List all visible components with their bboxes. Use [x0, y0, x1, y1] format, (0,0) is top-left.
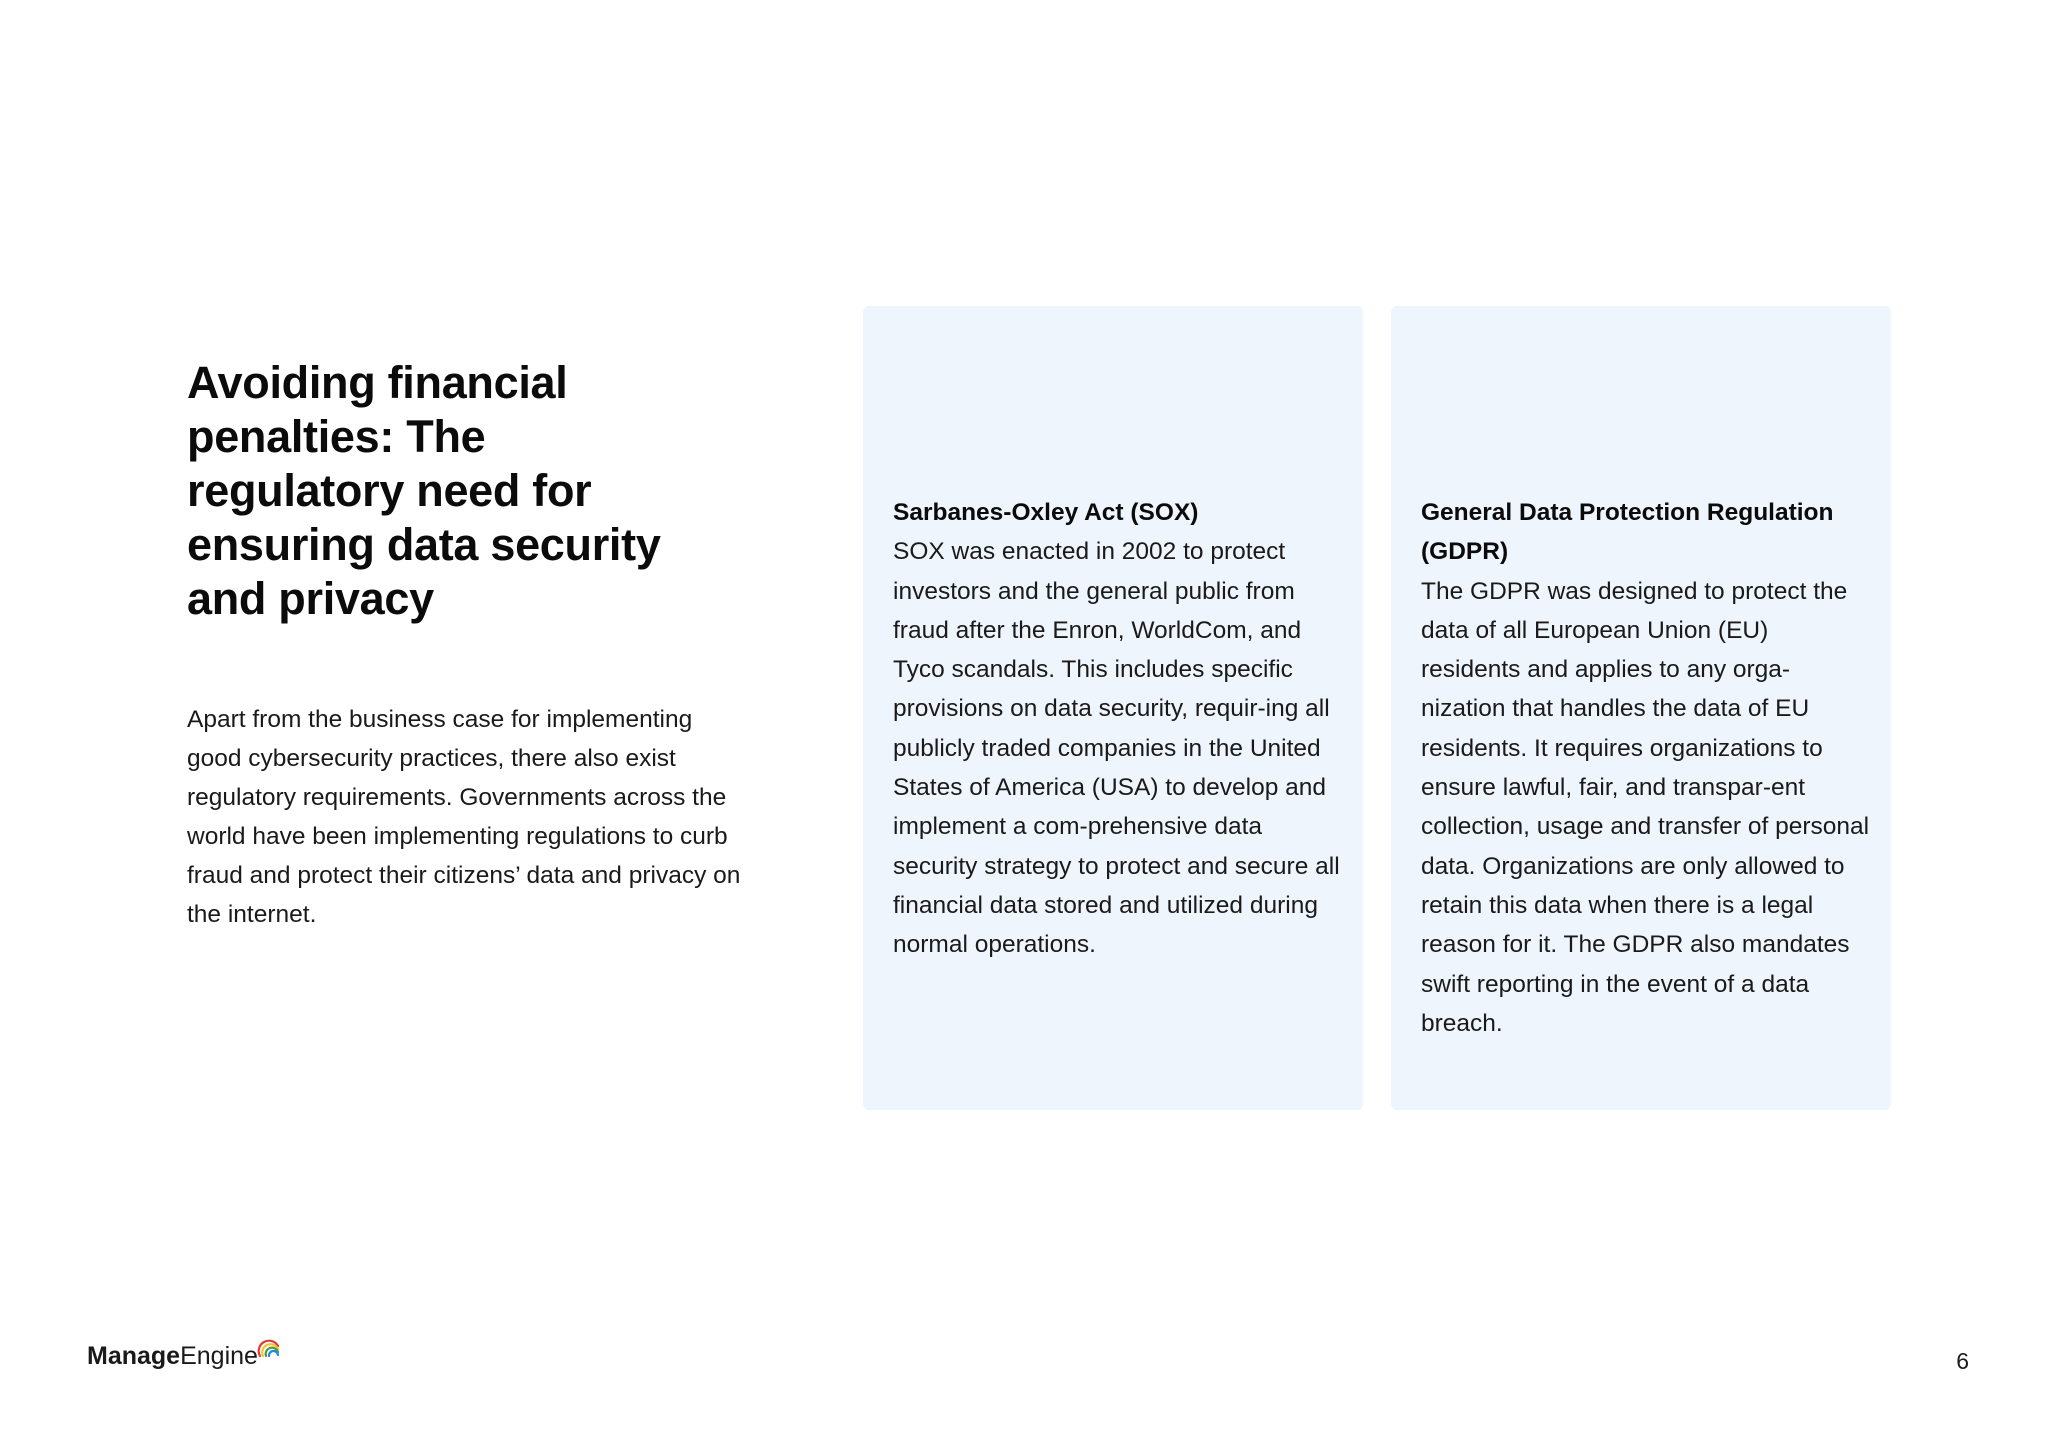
manageengine-logo — [87, 1336, 282, 1376]
logo-text-manage: Manage — [87, 1342, 181, 1370]
gdpr-card-body: The GDPR was designed to protect the data of all European Union (EU) residents and applies to any orga-nization that handles the data of EU residents. It requires organizations to ensure lawful, fair, and transpar-ent collection, usage and transfer of personal data. Organizations are only allowed to retain this data when there is a legal reason for it. The GDPR also mandates swift reporting in the event of a data breach. — [1421, 577, 1870, 1037]
gdpr-card-content — [1421, 493, 1871, 1043]
sox-card-content — [893, 493, 1343, 965]
page-heading: Avoiding financial penalties: The regulatory need for ensuring data security and privacy — [187, 357, 661, 624]
sox-card-title: Sarbanes-Oxley Act (SOX) — [893, 499, 1199, 526]
sox-card-body: SOX was enacted in 2002 to protect investors and the general public from fraud after the Enron, WorldCom, and Tyco scandals. This includes specific provisions on data security, requir-ing all publicly traded companies in the United States of America (USA) to develop and implement a com-prehensive data security strategy to protect and secure all financial data stored and utilized during normal operations. — [893, 538, 1340, 959]
gdpr-card-title: General Data Protection Regulation (GDPR) — [1421, 499, 1834, 566]
intro-paragraph: Apart from the business case for implementing good cybersecurity practices, there also exist regulatory requirements. Governments across the world have been implementing regulations to curb fraud and protect their citizens’ data and privacy on the internet. — [187, 706, 741, 928]
rainbow-arc-icon — [256, 1334, 282, 1360]
logo-text-engine: Engine — [180, 1342, 258, 1370]
gdpr-card — [1391, 306, 1891, 1110]
sox-card — [863, 306, 1363, 1110]
page-number: 6 — [1956, 1348, 1969, 1374]
